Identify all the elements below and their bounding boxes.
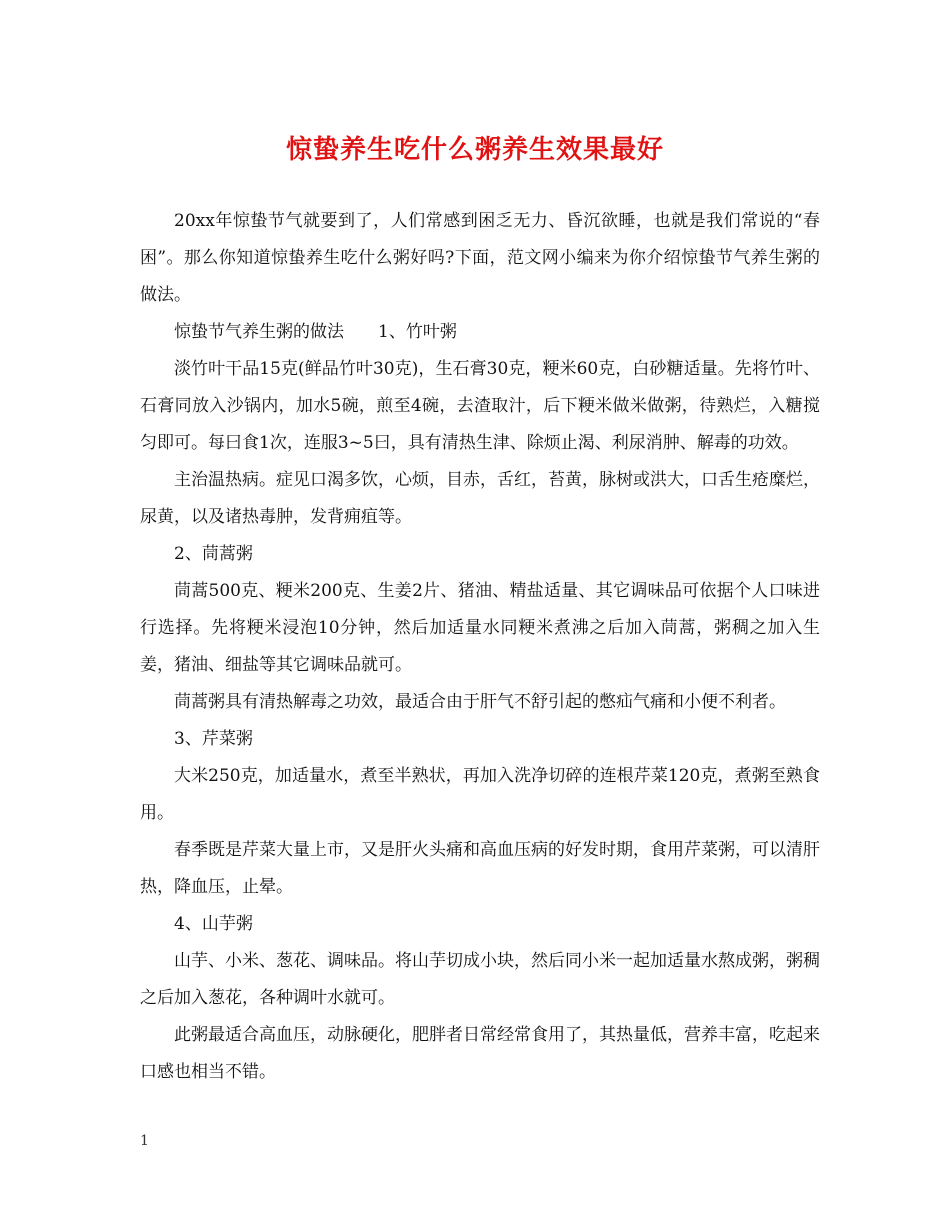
paragraph-yam-effect: 此粥最适合高血压，动脉硬化，肥胖者日常经常食用了，其热量低，营养丰富，吃起来口感也相当不错。 <box>140 1025 820 1082</box>
paragraph-bamboo-recipe: 淡竹叶干品15克(鲜品竹叶30克)，生石膏30克，粳米60克，白砂糖适量。先将竹叶、石膏同放入沙锅内，加水5碗，煎至4碗，去渣取汁，后下粳米做米做粥，待熟烂，入糖搅匀即可。每曰食1次，连服3~5曰，具有清热生津、除烦止渴、利尿消肿、解毒的功效。 <box>140 359 820 453</box>
paragraph-tonghao-effect: 茼蒿粥具有清热解毒之功效，最适合由于肝气不舒引起的憋疝气痛和小便不利者。 <box>174 692 786 712</box>
document-title: 惊蛰养生吃什么粥养生效果最好 <box>285 135 664 165</box>
paragraph-intro: 20xx年惊蛰节气就要到了，人们常感到困乏无力、昏沉欲睡，也就是我们常说的“春困”。那么你知道惊蛰养生吃什么粥好吗?下面，范文网小编来为你介绍惊蛰节气养生粥的做法。 <box>140 211 820 305</box>
paragraph-celery-recipe: 大米250克，加适量水，煮至半熟状，再加入洗净切碎的连根芹菜120克，煮粥至熟食用。 <box>140 766 820 823</box>
paragraph-bamboo-indication: 主治温热病。症见口渴多饮，心烦，目赤，舌红，苔黄，脉树或洪大，口舌生疮糜烂，尿黄，以及诸热毒肿，发背痈疽等。 <box>140 470 820 527</box>
paragraph-tonghao-recipe: 茼蒿500克、粳米200克、生姜2片、猪油、精盐适量、其它调味品可依据个人口味进行选择。先将粳米浸泡10分钟，然后加适量水同粳米煮沸之后加入茼蒿，粥稠之加入生姜，猪油、细盐等其它调味品就可。 <box>140 581 820 675</box>
heading-yam-porridge: 4、山芋粥 <box>174 914 253 934</box>
document-body <box>140 203 820 1091</box>
heading-tonghao-porridge: 2、茼蒿粥 <box>174 544 253 564</box>
paragraph-celery-effect: 春季既是芹菜大量上市，又是肝火头痛和高血压病的好发时期，食用芹菜粥，可以清肝热，降血压，止晕。 <box>140 840 820 897</box>
paragraph-method-heading: 惊蛰节气养生粥的做法 1、竹叶粥 <box>174 322 457 342</box>
paragraph-yam-recipe: 山芋、小米、葱花、调味品。将山芋切成小块，然后同小米一起加适量水熬成粥，粥稠之后加入葱花，各种调叶水就可。 <box>140 951 820 1008</box>
heading-celery-porridge: 3、芹菜粥 <box>174 729 253 749</box>
page-number: 1 <box>140 1133 149 1149</box>
